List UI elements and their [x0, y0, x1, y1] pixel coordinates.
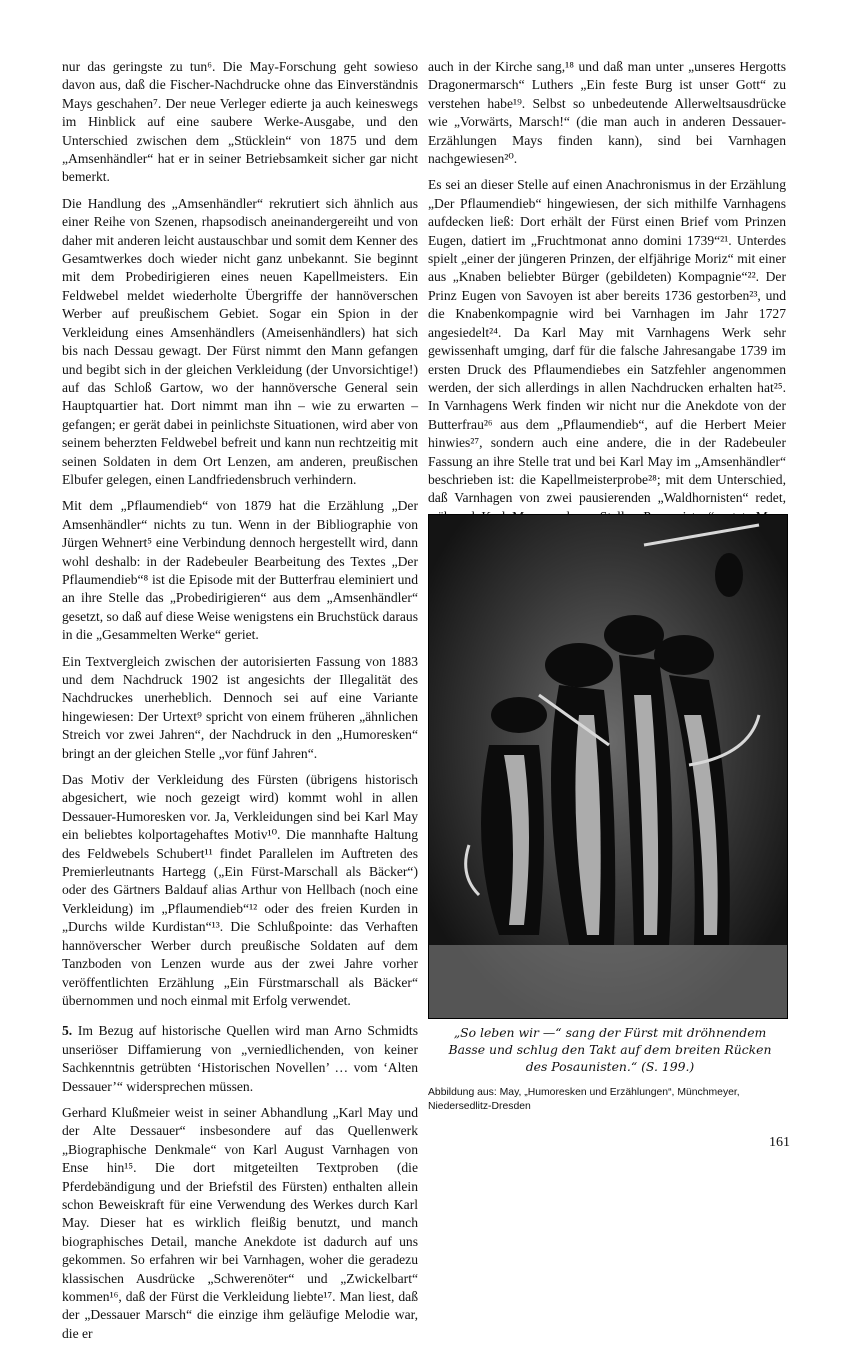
- paragraph: Mit dem „Pflaumendieb“ von 1879 hat die Erzählung „Der Amsenhändler“ nichts zu tun. Wenn in der Bibliographie von Jürgen Wehnert⁵ eine Verbindung dennoch hergestellt wird, dann wohl deshalb: in der Radebeuler Bearbeitung des Textes „Der Pflaumendieb“⁸ ist die Episode mit der Butterfrau eleminiert und an ihre Stelle das „Probedirigieren“ aus dem „Amsenhändler“ gesetzt, so daß auf diese Weise wenigstens ein Bruchstück daraus in die „Gesammelten Werke“ geriet.: [62, 498, 418, 643]
- paragraph: nur das geringste zu tun⁶. Die May-Forschung geht sowieso davon aus, daß die Fischer-Nachdrucke ohne das Einverständnis Mays geschahen⁷. Der neue Verleger edierte ja auch keineswegs im Hinblick auf eine saubere Werke-Ausgabe, und den Unterschied zwischen dem „Stücklein“ von 1875 und dem „Amsenhändler“ hat er in seiner Betriebsamkeit sicher gar nicht bemerkt.: [62, 59, 418, 185]
- paragraph: auch in der Kirche sang,¹⁸ und daß man unter „unseres Hergotts Dragonermarsch“ Luthers „Ein feste Burg ist unser Gott“ zu verstehen habe¹⁹. Selbst so unbedeutende Allerweltsausdrücke wie „Vorwärts, Marsch!“ (die man auch in anderen Dessauer-Erzählungen Mays finden kann), sind bei Varnhagen nachgewiesen²⁰.: [428, 59, 786, 167]
- figure-credit: Abbildung aus: May, „Humoresken und Erzählungen“, Münchmeyer, Niedersedlitz-Dresden: [428, 1087, 740, 1112]
- paragraph: Gerhard Klußmeier weist in seiner Abhandlung „Karl May und der Alte Dessauer“ insbesondere auf das Quellenwerk „Biographische Denkmale“ von Karl August Varnhagen von Ense hin¹⁵. Die dort mitgeteilten Textproben (die Pferdebändigung und der Briefstil des Fürsten) enthalten allein schon Beweiskraft für eine Verwendung des Werkes durch Karl May. Dieser hat es wirklich fleißig benutzt, und manch biographisches Detail, manche Anekdote ist dadurch auf uns gekommen. So erfahren wir bei Varnhagen, woher die geradezu klassischen Ausdrücke „Schwerenöter“ und „Zwickelbart“ kommen¹⁶, daß der Fürst die Verkleidung liebte¹⁷. Man liest, daß der „Dessauer Marsch“ die einzige ihm geläufige Melodie war, die er: [62, 1104, 418, 1341]
- figure-illustration: [428, 514, 788, 1019]
- figure-caption: „So leben wir —“ sang der Fürst mit dröhnendem Basse und schlug den Takt auf dem breiten Rücken des Posaunisten.“ (S. 199.): [448, 1025, 772, 1074]
- paragraph: Die Handlung des „Amsenhändler“ rekrutiert sich ähnlich aus einer Reihe von Szenen, rhapsodisch aneinandergereiht und von daher mit anderen leicht austauschbar und somit dem Kenner des Gesamtwerkes doch wieder nicht ganz unbekannt. Sie beginnt mit dem Probedirigieren eines neuen Kapellmeisters. Ein Feldwebel meldet wiederholte Übergriffe der hannöverschen Werber auf preußischem Gebiet. Sogar ein Spion in der Verkleidung eines Amsenhändlers (Ameisenhändlers) hat sich bis nach Dessau gewagt. Der Fürst nimmt den Mann gefangen und begibt sich in der gleichen Verkleidung (der Unvorsichtige!) auf das Schloß Gartow, wo der hannöversche General sein Hauptquartier hat. Dort nimmt man ihn – wie zu erwarten – gefangen; er gerät dabei in peinlichste Situationen, wird aber von seinem beherzten Feldwebel befreit und kann nun rechtzeitig mit seinen Soldaten in dem Ort Lenzen, am anderen, preußischen Elbufer gelegen, einen Landfriedensbruch verhindern.: [62, 195, 418, 487]
- paragraph-text: Im Bezug auf historische Quellen wird man Arno Schmidts unseriöser Diffamierung von „verniedlichenden, von keiner Sachkenntnis getrübten ‘Historischen Novellen’ … vom ‘Alten Dessauer’“ widersprechen müssen.: [62, 1023, 418, 1094]
- musicians-engraving: [429, 515, 787, 1018]
- left-column: [62, 58, 418, 1351]
- section-paragraph: [62, 1022, 418, 1096]
- paragraph: Es sei an dieser Stelle auf einen Anachronismus in der Erzählung „Der Pflaumendieb“ hingewiesen, der sich mithilfe Varnhagens aufdecken ließ: Dort erhält der Fürst einen Brief vom Prinzen Eugen, datiert im „Fruchtmonat anno domini 1739“²¹. Unterdes spielt „einer der jüngeren Prinzen, der elfjährige Moriz“ mit einer aus „Knaben beliebter Bürger (gebildeten) Kompagnie“²². Der Prinz Eugen von Savoyen ist aber bereits 1736 gestorben²³, und die Knabenkompagnie wird bei Varnhagen im Jahr 1727 angesiedelt²⁴. Da Karl May mit Varnhagens Werk sehr gewissenhaft umging, darf für die falsche Jahresangabe 1739 im ersten Druck des Pflaumendiebes ein Satzfehler angenommen werden, der sich allerdings in allen Nachdrucken erhalten hat²⁵. In Varnhagens Werk finden wir nicht nur die Anekdote von der Butterfrau²⁶ aus dem „Pflaumendieb“, auf die Herbert Meier hinwies²⁷, sondern auch eine andere, die in der Radebeuler Fassung an ihre Stelle trat und bei Karl May im „Amsenhändler“ beschrieben ist: die Kapellmeisterprobe²⁸; mit dem Unterschied, daß Varnhagen von zwei pausierenden „Waldhornisten“ redet,: [428, 177, 786, 506]
- paragraph: Ein Textvergleich zwischen der autorisierten Fassung von 1883 und dem Nachdruck 1902 ist angesichts der Illegalität des Nachdruckes unerheblich. Dennoch sei auf eine Variante hingewiesen: Der Urtext⁹ spricht von einem früheren „ähnlichen Streich vor zwei Jahren“, der Nachdruck in den „Humoresken“ bringt an der gleichen Stelle „vor fünf Jahren“.: [62, 653, 418, 761]
- paragraph: Das Motiv der Verkleidung des Fürsten (übrigens historisch abgesichert, wie noch gezeigt wird) kommt wohl in allen Dessauer-Humoresken vor. Ja, Verkleidungen sind bei Karl May ein beliebtes kolportagehaftes Motiv¹⁰. Die mannhafte Haltung des Feldwebels Schubert¹¹ findet Parallelen im Auftreten des Premierleutnants Hartegg („Ein Fürst-Marschall als Bäcker“) oder des Gärtners Baldauf alias Arthur von Hellbach (noch eine Verkleidung) im „Pflaumendieb“¹² oder des freien Kurden in „Durchs wilde Kurdistan“¹³. Die Schlußpointe: das Verhaften hannöverscher Werber durch preußische Soldaten auf dem Tanzboden von Lenzen wurde aus der zwei Jahre vorher veröffentlichten Erzählung „Ein Fürstmarschall als Bäcker“ übernommen und noch einmal mit Erfolg verwendet.: [62, 772, 418, 1008]
- page-number: 161: [769, 1135, 790, 1150]
- section-number: 5.: [62, 1023, 73, 1039]
